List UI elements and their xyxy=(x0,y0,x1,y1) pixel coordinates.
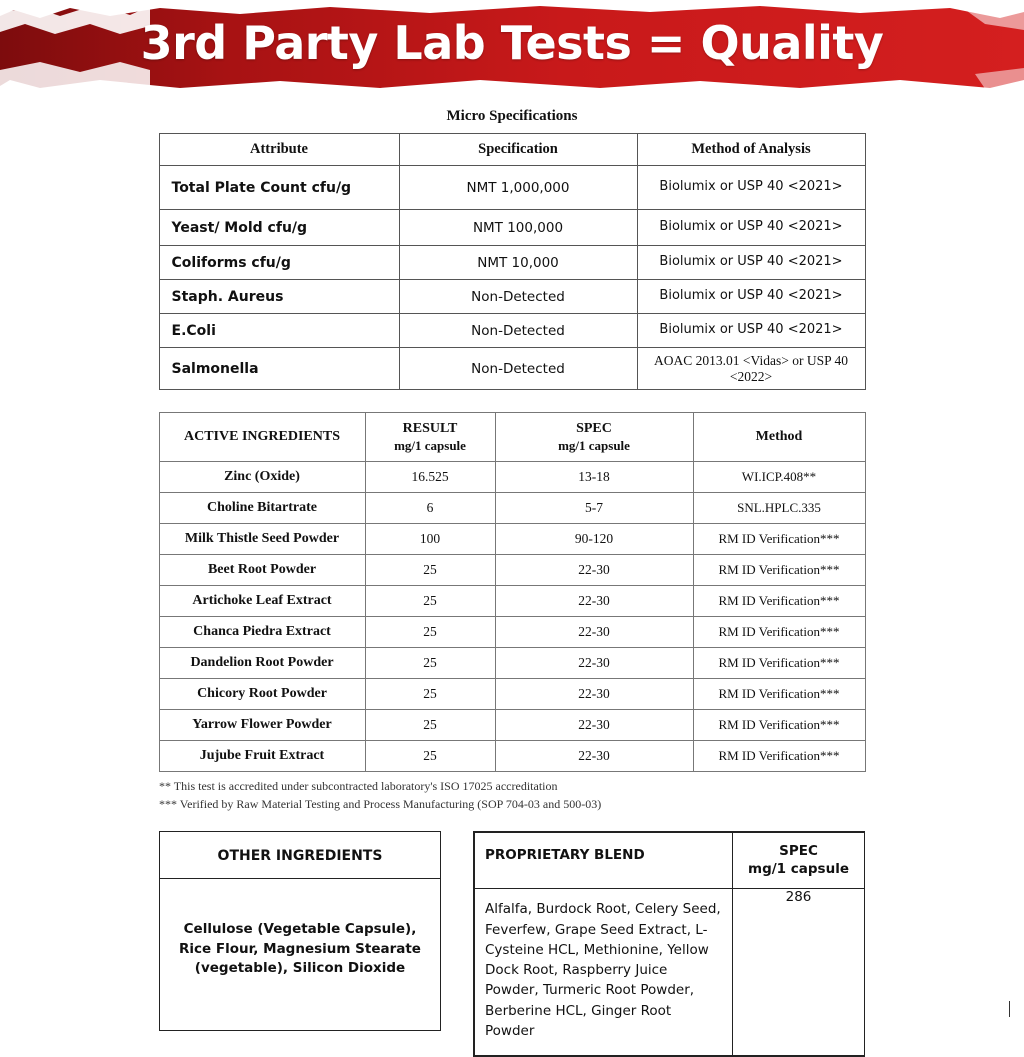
micro-method: Biolumix or USP 40 <2021> xyxy=(637,166,865,210)
micro-specifications-title: Micro Specifications xyxy=(446,108,578,124)
active-spec: 22-30 xyxy=(495,617,693,648)
table-row xyxy=(159,493,865,524)
active-spec: 5-7 xyxy=(495,493,693,524)
table-row xyxy=(159,210,865,246)
table-row xyxy=(159,524,865,555)
active-name: Milk Thistle Seed Powder xyxy=(159,524,365,555)
active-method: RM ID Verification*** xyxy=(693,679,865,710)
table-row xyxy=(159,246,865,280)
document-body xyxy=(0,108,1024,1057)
active-method: RM ID Verification*** xyxy=(693,586,865,617)
micro-method: Biolumix or USP 40 <2021> xyxy=(637,314,865,348)
page-edge-mark xyxy=(1009,1001,1010,1017)
micro-method: Biolumix or USP 40 <2021> xyxy=(637,280,865,314)
bottom-blocks xyxy=(159,831,865,1057)
active-result: 25 xyxy=(365,679,495,710)
micro-attribute: Coliforms cfu/g xyxy=(159,246,399,280)
column-header-result-units: mg/1 capsule xyxy=(394,437,466,453)
footnote-verification: *** Verified by Raw Material Testing and Process Manufacturing (SOP 704-03 and 500-03) xyxy=(159,796,602,811)
column-header-result-label: RESULT xyxy=(402,421,458,437)
active-method: RM ID Verification*** xyxy=(693,555,865,586)
column-header-spec-units: mg/1 capsule xyxy=(558,437,630,453)
table-header-row xyxy=(475,833,865,889)
active-result: 25 xyxy=(365,555,495,586)
column-header-spec-label: SPEC xyxy=(576,421,612,437)
active-method: SNL.HPLC.335 xyxy=(693,493,865,524)
proprietary-blend-spec-value: 286 xyxy=(733,889,865,1056)
active-name: Chicory Root Powder xyxy=(159,679,365,710)
active-result: 25 xyxy=(365,648,495,679)
table-header-row xyxy=(159,413,865,462)
micro-attribute: Yeast/ Mold cfu/g xyxy=(159,210,399,246)
micro-specification: Non-Detected xyxy=(399,280,637,314)
table-row xyxy=(159,280,865,314)
table-row xyxy=(475,889,865,1056)
table-row xyxy=(159,314,865,348)
footnotes xyxy=(159,778,865,813)
active-result: 25 xyxy=(365,710,495,741)
micro-attribute: Total Plate Count cfu/g xyxy=(159,166,399,210)
active-result: 25 xyxy=(365,617,495,648)
table-row xyxy=(159,166,865,210)
active-result: 100 xyxy=(365,524,495,555)
active-method: RM ID Verification*** xyxy=(693,741,865,772)
proprietary-blend-table xyxy=(474,832,865,1056)
micro-method: Biolumix or USP 40 <2021> xyxy=(637,210,865,246)
other-ingredients-heading: OTHER INGREDIENTS xyxy=(160,832,440,879)
active-name: Artichoke Leaf Extract xyxy=(159,586,365,617)
active-method: WI.ICP.408** xyxy=(693,462,865,493)
table-row xyxy=(159,741,865,772)
proprietary-blend-spec-heading xyxy=(733,833,865,889)
active-spec: 22-30 xyxy=(495,679,693,710)
micro-method: AOAC 2013.01 <Vidas> or USP 40 <2022> xyxy=(637,348,865,390)
active-result: 16.525 xyxy=(365,462,495,493)
header-banner xyxy=(0,0,1024,96)
active-name: Beet Root Powder xyxy=(159,555,365,586)
column-header-spec xyxy=(495,413,693,462)
active-spec: 22-30 xyxy=(495,648,693,679)
column-header-method: Method of Analysis xyxy=(637,134,865,166)
column-header-result xyxy=(365,413,495,462)
active-name: Yarrow Flower Powder xyxy=(159,710,365,741)
micro-specification: Non-Detected xyxy=(399,348,637,390)
active-method: RM ID Verification*** xyxy=(693,648,865,679)
active-method: RM ID Verification*** xyxy=(693,617,865,648)
active-method: RM ID Verification*** xyxy=(693,710,865,741)
column-header-method: Method xyxy=(693,413,865,462)
table-row xyxy=(159,617,865,648)
micro-attribute: Staph. Aureus xyxy=(159,280,399,314)
micro-specification: NMT 1,000,000 xyxy=(399,166,637,210)
active-spec: 22-30 xyxy=(495,741,693,772)
micro-specification: NMT 100,000 xyxy=(399,210,637,246)
active-method: RM ID Verification*** xyxy=(693,524,865,555)
column-header-active-ingredients: ACTIVE INGREDIENTS xyxy=(159,413,365,462)
table-row xyxy=(159,648,865,679)
micro-attribute: E.Coli xyxy=(159,314,399,348)
table-row xyxy=(159,462,865,493)
active-name: Chanca Piedra Extract xyxy=(159,617,365,648)
proprietary-blend-ingredients: Alfalfa, Burdock Root, Celery Seed, Feverfew, Grape Seed Extract, L-Cysteine HCL, Methionine, Yellow Dock Root, Raspberry Juice Powder, Turmeric Root Powder, Berberine HCL, Ginger Root Powder xyxy=(475,889,733,1056)
table-row xyxy=(159,586,865,617)
other-ingredients-box xyxy=(159,831,441,1031)
table-row xyxy=(159,679,865,710)
active-result: 25 xyxy=(365,586,495,617)
active-spec: 13-18 xyxy=(495,462,693,493)
column-header-attribute: Attribute xyxy=(159,134,399,166)
active-ingredients-table xyxy=(159,412,866,772)
active-spec: 90-120 xyxy=(495,524,693,555)
active-spec: 22-30 xyxy=(495,710,693,741)
active-result: 25 xyxy=(365,741,495,772)
active-name: Jujube Fruit Extract xyxy=(159,741,365,772)
proprietary-blend-box xyxy=(473,831,865,1057)
micro-specifications-table xyxy=(159,133,866,390)
table-header-row xyxy=(159,134,865,166)
proprietary-blend-heading: PROPRIETARY BLEND xyxy=(475,833,733,889)
table-row xyxy=(159,348,865,390)
table-row xyxy=(159,710,865,741)
spec-label: SPEC xyxy=(779,843,818,860)
micro-specification: NMT 10,000 xyxy=(399,246,637,280)
banner-title: 3rd Party Lab Tests = Quality xyxy=(140,16,884,70)
micro-attribute: Salmonella xyxy=(159,348,399,390)
footnote-accreditation: ** This test is accredited under subcontracted laboratory's ISO 17025 accreditation xyxy=(159,779,558,794)
spec-units: mg/1 capsule xyxy=(748,860,849,877)
other-ingredients-body: Cellulose (Vegetable Capsule), Rice Flour, Magnesium Stearate (vegetable), Silicon Dioxide xyxy=(179,921,421,977)
active-spec: 22-30 xyxy=(495,555,693,586)
active-name: Zinc (Oxide) xyxy=(159,462,365,493)
active-result: 6 xyxy=(365,493,495,524)
active-name: Choline Bitartrate xyxy=(159,493,365,524)
micro-specification: Non-Detected xyxy=(399,314,637,348)
column-header-specification: Specification xyxy=(399,134,637,166)
active-name: Dandelion Root Powder xyxy=(159,648,365,679)
table-row xyxy=(159,555,865,586)
active-spec: 22-30 xyxy=(495,586,693,617)
micro-method: Biolumix or USP 40 <2021> xyxy=(637,246,865,280)
